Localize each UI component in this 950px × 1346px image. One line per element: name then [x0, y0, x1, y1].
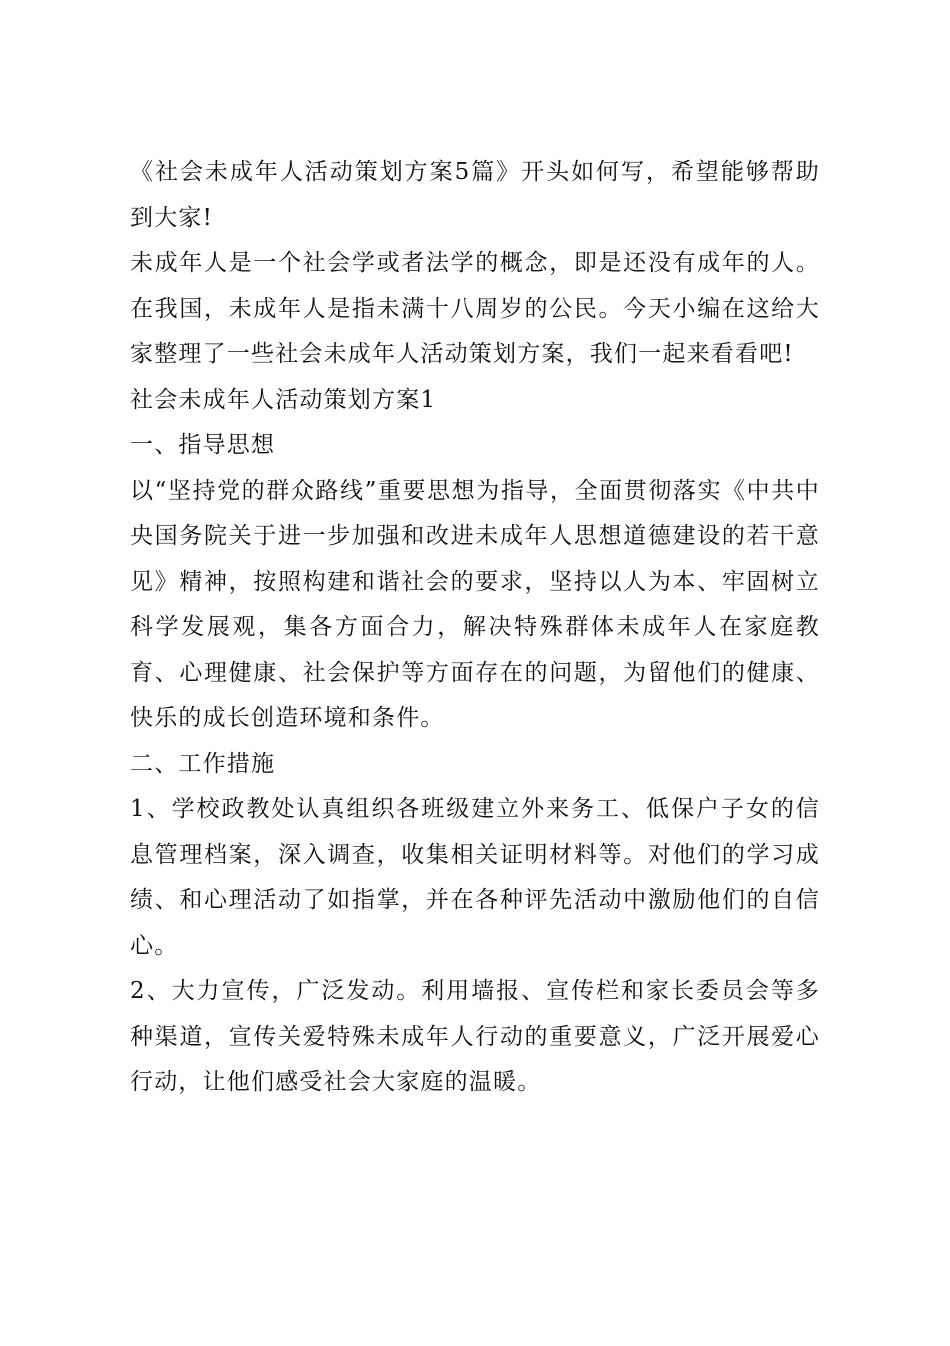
section-heading-work-measures: 二、工作措施: [130, 750, 276, 777]
intro-title-paragraph: 《社会未成年人活动策划方案5篇》开头如何写，希望能够帮助到大家!: [130, 159, 820, 231]
document-body: [130, 150, 820, 1106]
measure-2-paragraph: 2、大力宣传，广泛发动。利用墙报、宣传栏和家长委员会等多种渠道，宣传关爱特殊未成年人行动的重要意义，广泛开展爱心行动，让他们感受社会大家庭的温暖。: [130, 978, 820, 1095]
guiding-ideology-paragraph: 以“坚持党的群众路线”重要思想为指导，全面贯彻落实《中共中央国务院关于进一步加强和改进未成年人思想道德建设的若干意见》精神，按照构建和谐社会的要求，坚持以人为本、牢固树立科学发展观，集各方面合力，解决特殊群体未成年人在家庭教育、心理健康、社会保护等方面存在的问题，为留他们的健康、快乐的成长创造环境和条件。: [130, 477, 820, 731]
section-heading-guiding-ideology: 一、指导思想: [130, 432, 276, 458]
measure-1-paragraph: 1、学校政教处认真组织各班级建立外来务工、低保户子女的信息管理档案，深入调查，收集相关证明材料等。对他们的学习成绩、和心理活动了如指掌，并在各种评先活动中激励他们的自信心。: [130, 796, 820, 959]
intro-paragraph: 未成年人是一个社会学或者法学的概念，即是还没有成年的人。在我国，未成年人是指未满十八周岁的公民。今天小编在这给大家整理了一些社会未成年人活动策划方案，我们一起来看看吧!: [130, 250, 820, 367]
plan-heading: 社会未成年人活动策划方案1: [130, 386, 437, 413]
